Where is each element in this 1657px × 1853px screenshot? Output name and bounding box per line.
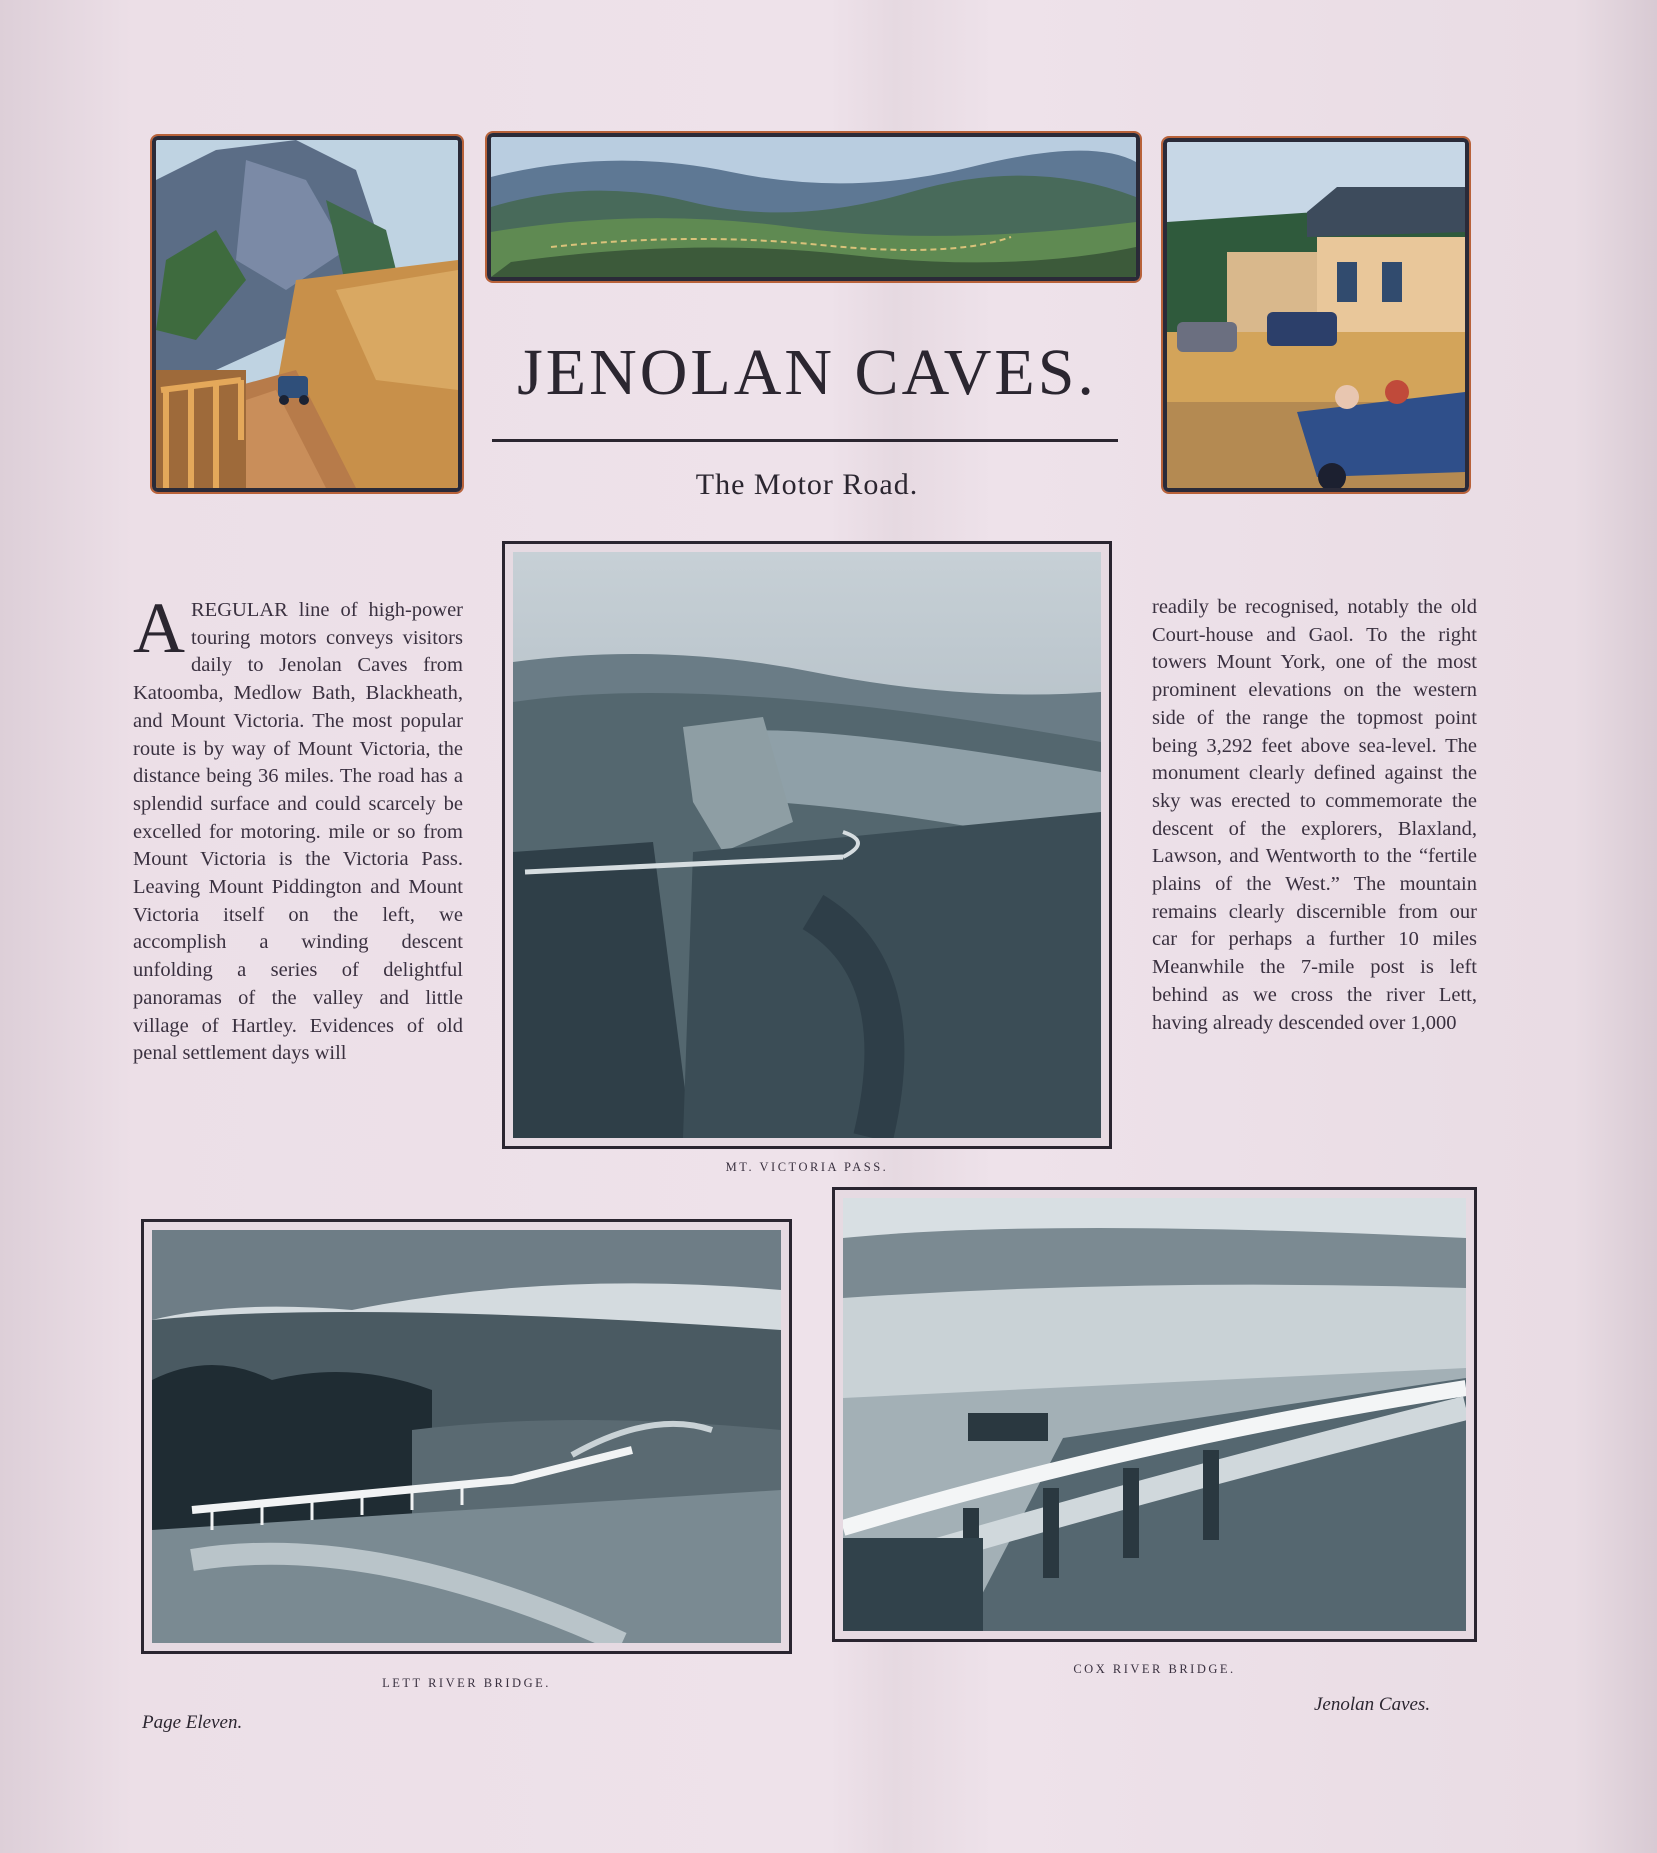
folio-running-title: Jenolan Caves.	[1314, 1694, 1431, 1715]
drop-cap: A	[133, 588, 185, 668]
caption-mt-victoria-pass: MT. VICTORIA PASS.	[725, 1160, 889, 1174]
illustration-guest-house-cars	[1163, 138, 1469, 492]
title-divider	[492, 439, 1118, 442]
folio-page-number: Page Eleven.	[142, 1712, 243, 1733]
illustration-mountain-road	[152, 136, 462, 492]
mountain-road-painting	[156, 140, 458, 488]
cox-river-bridge-image	[843, 1198, 1466, 1631]
page-title: JENOLAN CAVES.	[517, 336, 1097, 409]
photo-lett-river-bridge	[141, 1219, 792, 1654]
article-column-right	[1152, 594, 1477, 1037]
illustration-valley-panorama	[487, 133, 1140, 281]
lett-river-bridge-image	[152, 1230, 781, 1643]
photo-mt-victoria-pass	[502, 541, 1112, 1149]
caption-cox-river-bridge: COX RIVER BRIDGE.	[1073, 1662, 1236, 1676]
mt-victoria-pass-image	[513, 552, 1101, 1138]
page-subtitle: The Motor Road.	[695, 468, 919, 501]
article-text-right: readily be recognised, notably the old Court-house and Gaol. To the right towers Mount York, one of the most prominent elevations on the western side of the range the topmost point being 3,292 feet above sea-level. The monument clearly defined against the sky was erected to commemorate the descent of the explorers, Blaxland, Lawson, and Wentworth to the “fertile plains of the West.” The mountain remains clearly discernible from our car for perhaps a further 10 miles Meanwhile the 7-mile post is left behind as we cross the river Lett, having already descended over 1,000	[1152, 596, 1477, 1034]
article-column-left	[133, 588, 463, 1068]
guest-house-painting	[1167, 142, 1465, 488]
valley-panorama-painting	[491, 137, 1136, 277]
caption-lett-river-bridge: LETT RIVER BRIDGE.	[382, 1676, 551, 1690]
photo-cox-river-bridge	[832, 1187, 1477, 1642]
article-text-left: REGULAR line of high-power touring motors conveys visitors daily to Jenolan Caves from Katoomba, Medlow Bath, Blackheath, and Mount Victoria. The most popular route is by way of Mount Victoria, the distance being 36 miles. The road has a splendid surface and could scarcely be excelled for motoring. mile or so from Mount Victoria is the Victoria Pass. Leaving Mount Piddington and Mount Victoria itself on the left, we accomplish a winding descent unfolding a series of delightful panoramas of the valley and little village of Hartley. Evidences of old penal settlement days will	[133, 599, 463, 1065]
